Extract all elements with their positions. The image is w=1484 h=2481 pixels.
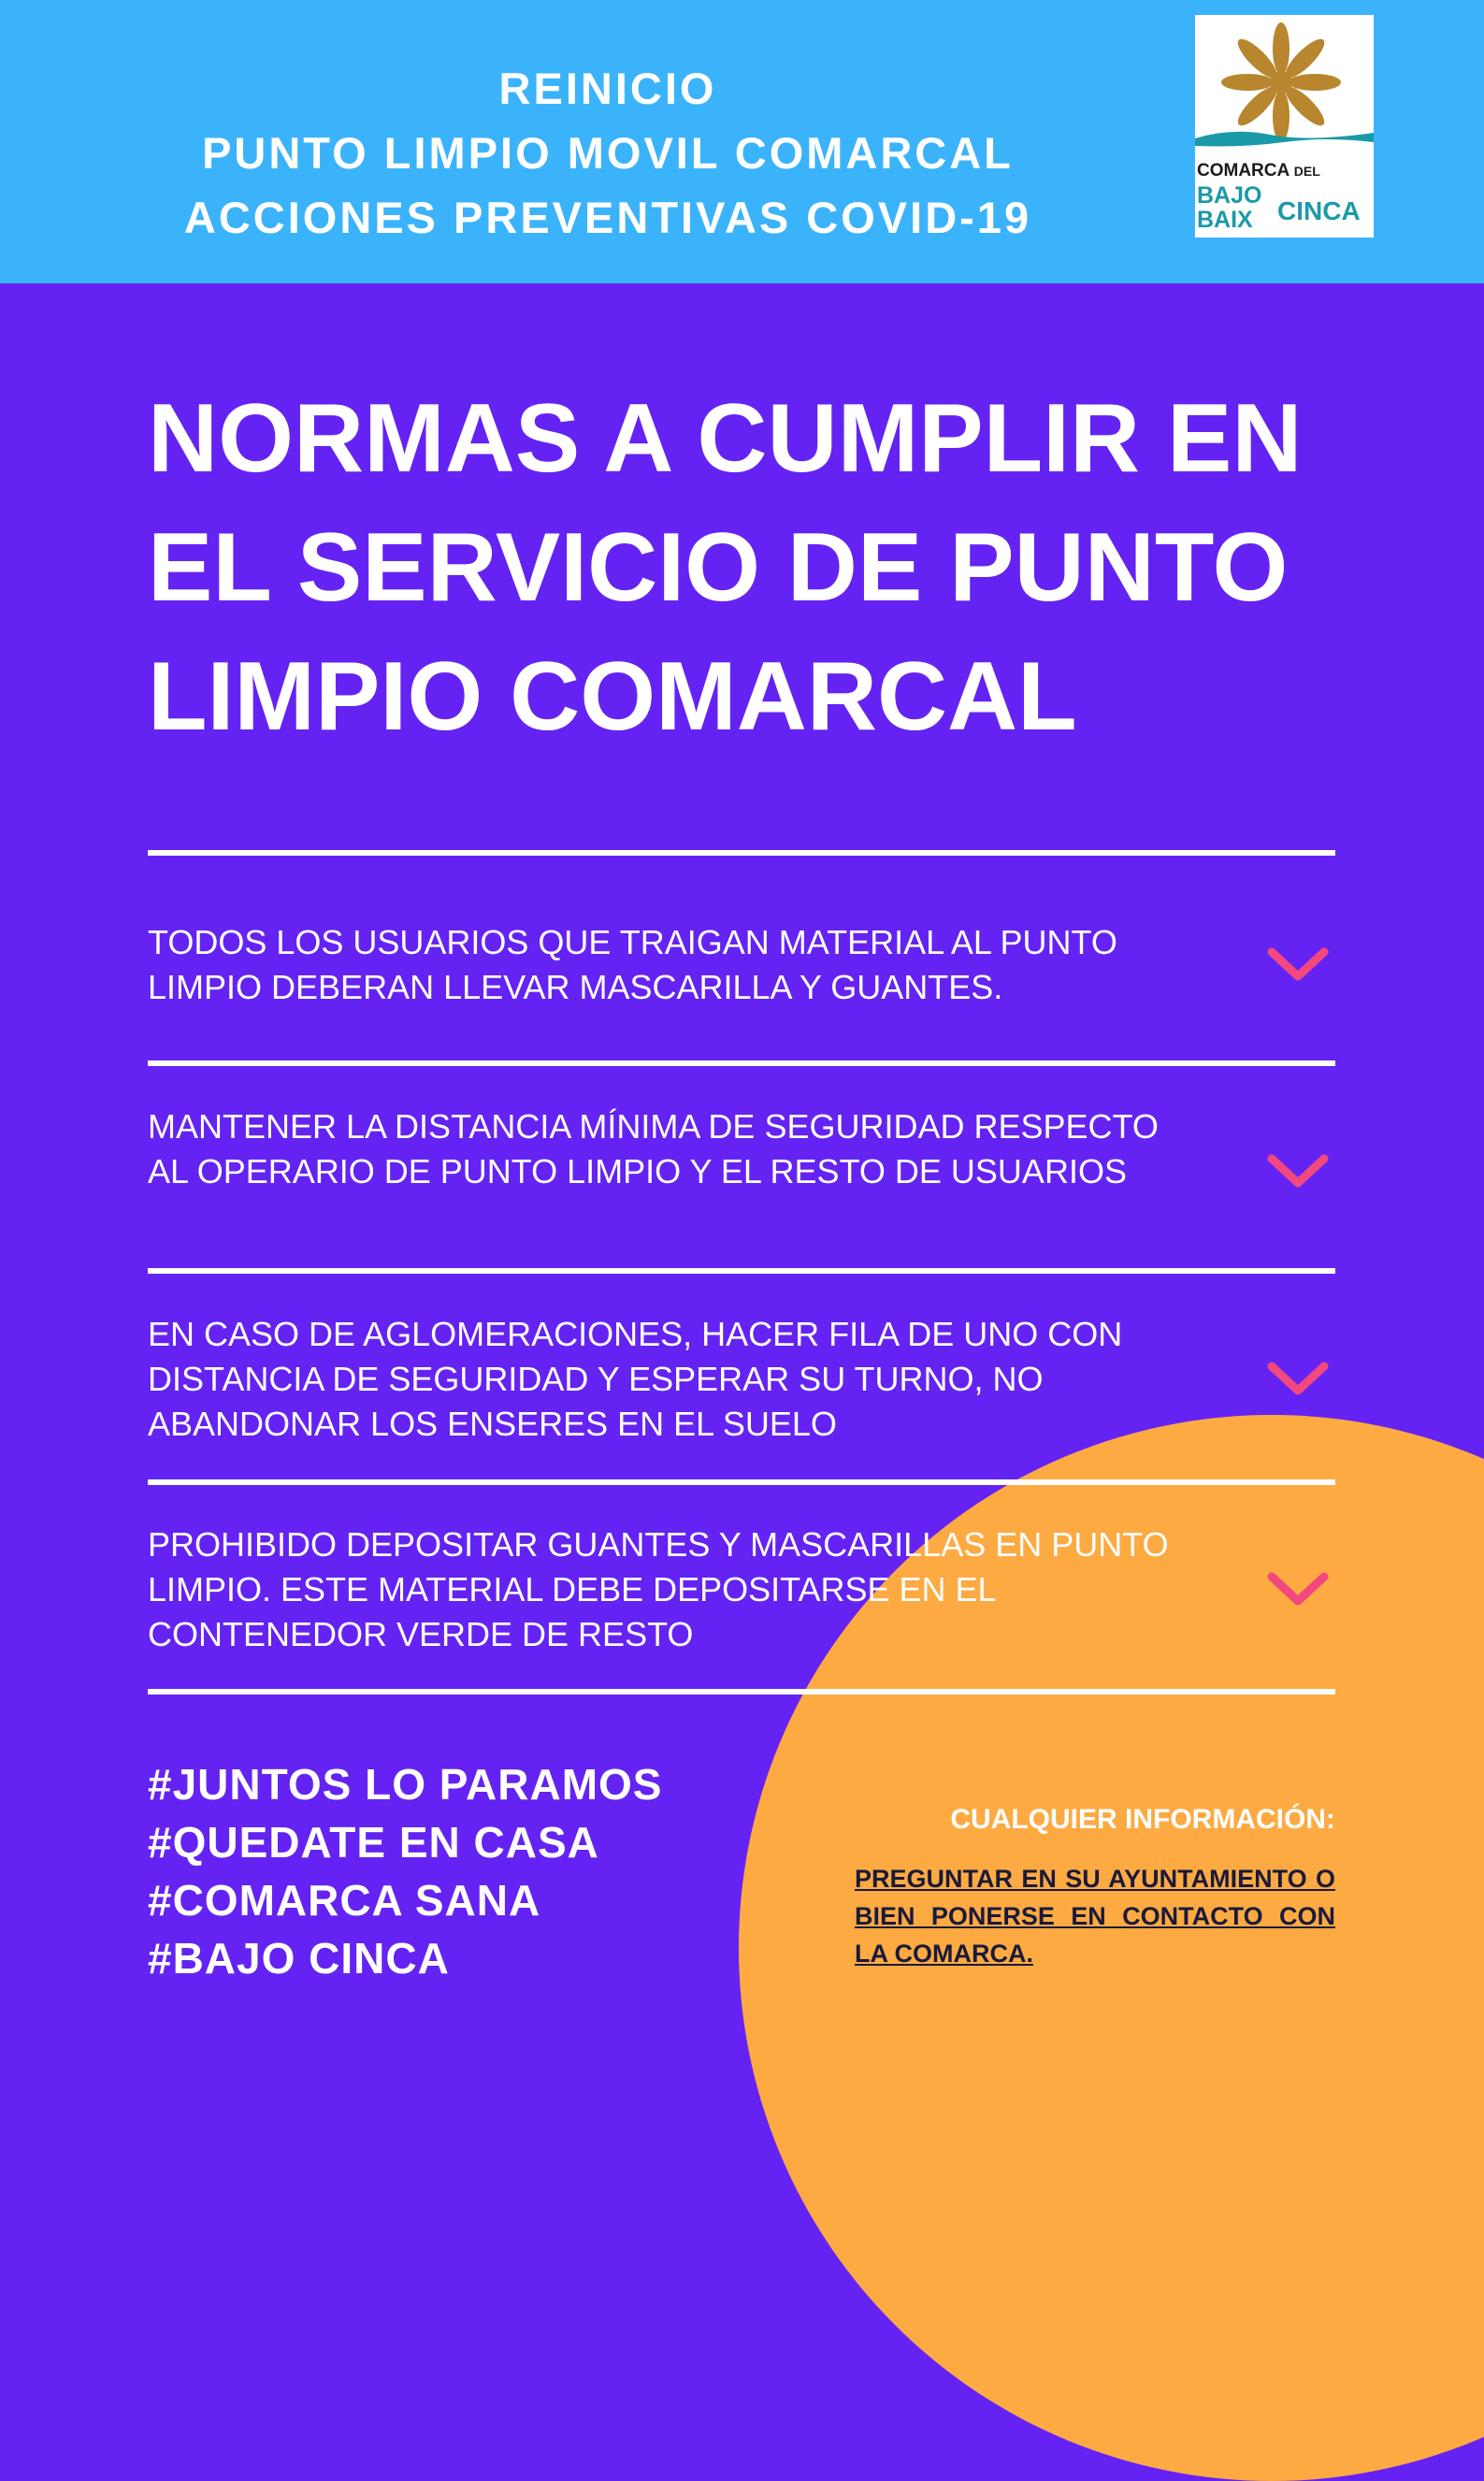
sun-flower-logo-icon xyxy=(1195,15,1374,155)
title-line-3: LIMPIO COMARCAL xyxy=(148,642,1077,751)
divider xyxy=(148,1268,1335,1274)
title-line-1: NORMAS A CUMPLIR EN xyxy=(148,384,1303,493)
chevron-down-icon xyxy=(1266,1571,1330,1608)
divider xyxy=(148,1689,1335,1695)
info-contact-text: PREGUNTAR EN SU AYUNTAMIENTO O BIEN PONERSE EN CONTACTO CON LA COMARCA. xyxy=(855,1865,1335,1968)
info-label: CUALQUIER INFORMACIÓN: xyxy=(950,1804,1335,1835)
divider xyxy=(148,850,1335,856)
chevron-down-icon xyxy=(1266,1361,1330,1398)
rule-item-masks-gloves: TODOS LOS USUARIOS QUE TRAIGAN MATERIAL AL PUNTO LIMPIO DEBERAN LLEVAR MASCARILLA Y GUANTES. xyxy=(148,923,1117,1006)
header-line-punto-limpio: PUNTO LIMPIO MOVIL COMARCAL xyxy=(202,128,1014,178)
rule-item-prohibited-deposit: PROHIBIDO DEPOSITAR GUANTES Y MASCARILLAS EN PUNTO LIMPIO. ESTE MATERIAL DEBE DEPOSITARSE EN EL CONTENEDOR VERDE DE RESTO xyxy=(148,1525,1169,1653)
header-banner xyxy=(0,0,1484,283)
chevron-down-icon xyxy=(1266,1153,1330,1190)
comarca-logo xyxy=(1195,15,1374,238)
header-line-reinicio: REINICIO xyxy=(498,64,717,113)
rule-item-queue: EN CASO DE AGLOMERACIONES, HACER FILA DE UNO CON DISTANCIA DE SEGURIDAD Y ESPERAR SU TURNO, NO ABANDONAR LOS ENSERES EN EL SUELO xyxy=(148,1315,1123,1443)
rule-item-distance: MANTENER LA DISTANCIA MÍNIMA DE SEGURIDAD RESPECTO AL OPERARIO DE PUNTO LIMPIO Y EL RESTO DE USUARIOS xyxy=(148,1107,1159,1190)
page-title xyxy=(148,374,1363,761)
header-text xyxy=(94,56,1122,250)
logo-comarca-text: COMARCA DEL xyxy=(1197,161,1320,180)
logo-cinca-text: CINCA xyxy=(1277,196,1361,225)
divider xyxy=(148,1060,1335,1066)
logo-bajo-baix-text: BAJO BAIX xyxy=(1197,182,1262,233)
hashtag-item: #COMARCA SANA xyxy=(148,1876,541,1925)
divider xyxy=(148,1479,1335,1485)
title-line-2: EL SERVICIO DE PUNTO xyxy=(148,513,1289,622)
hashtag-item: #BAJO CINCA xyxy=(148,1934,450,1983)
hashtag-item: #QUEDATE EN CASA xyxy=(148,1818,599,1867)
hashtag-item: #JUNTOS LO PARAMOS xyxy=(148,1760,663,1809)
header-line-acciones: ACCIONES PREVENTIVAS COVID-19 xyxy=(183,193,1032,242)
chevron-down-icon xyxy=(1266,946,1330,984)
hashtag-list xyxy=(148,1755,662,1987)
